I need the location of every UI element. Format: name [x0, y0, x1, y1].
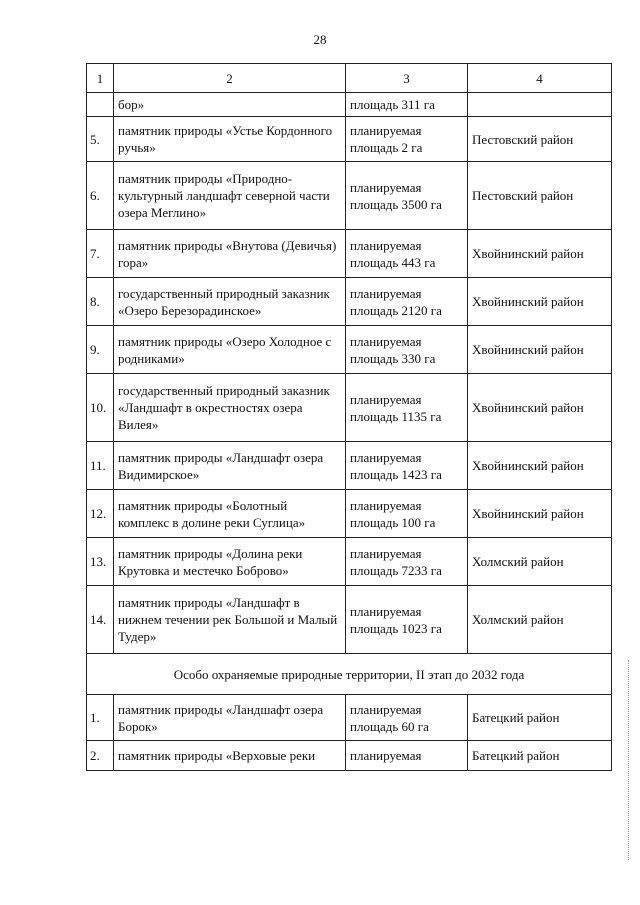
- row-number: 7.: [87, 230, 114, 278]
- object-name: памятник природы «Болотный комплекс в долине реки Суглица»: [114, 490, 346, 538]
- table-row: [87, 326, 612, 374]
- row-number: 10.: [87, 374, 114, 442]
- header-cell-1: 1: [87, 64, 114, 93]
- table-row: [87, 93, 612, 117]
- object-name: памятник природы «Внутова (Девичья) гора»: [114, 230, 346, 278]
- page-number: 28: [313, 32, 327, 47]
- area-cell: планируемая площадь 2120 га: [346, 278, 468, 326]
- area-cell: планируемая площадь 7233 га: [346, 538, 468, 586]
- object-name: государственный природный заказник «Озеро Березорадинское»: [114, 278, 346, 326]
- area-cell: планируемая: [346, 741, 468, 771]
- table-row: [87, 374, 612, 442]
- district-cell: Пестовский район: [468, 117, 612, 162]
- district-cell: Пестовский район: [468, 162, 612, 230]
- district-cell: Батецкий район: [468, 695, 612, 741]
- row-number: [87, 93, 114, 117]
- table-row: [87, 162, 612, 230]
- protected-areas-table: [86, 63, 612, 771]
- district-cell: Батецкий район: [468, 741, 612, 771]
- district-cell: Хвойнинский район: [468, 326, 612, 374]
- area-cell: планируемая площадь 330 га: [346, 326, 468, 374]
- area-cell: планируемая площадь 60 га: [346, 695, 468, 741]
- row-number: 11.: [87, 442, 114, 490]
- row-number: 5.: [87, 117, 114, 162]
- row-number: 12.: [87, 490, 114, 538]
- row-number: 1.: [87, 695, 114, 741]
- table-row: [87, 538, 612, 586]
- row-number: 13.: [87, 538, 114, 586]
- area-cell: планируемая площадь 2 га: [346, 117, 468, 162]
- row-number: 2.: [87, 741, 114, 771]
- header-cell-4: 4: [468, 64, 612, 93]
- table-row: [87, 117, 612, 162]
- object-name: памятник природы «Ландшафт озера Борок»: [114, 695, 346, 741]
- district-cell: Холмский район: [468, 586, 612, 654]
- area-cell: планируемая площадь 3500 га: [346, 162, 468, 230]
- row-number: 6.: [87, 162, 114, 230]
- section-row: [87, 654, 612, 695]
- area-cell: планируемая площадь 1023 га: [346, 586, 468, 654]
- area-cell: планируемая площадь 1135 га: [346, 374, 468, 442]
- district-cell: Холмский район: [468, 538, 612, 586]
- area-cell: планируемая площадь 100 га: [346, 490, 468, 538]
- object-name: памятник природы «Озеро Холодное с родниками»: [114, 326, 346, 374]
- scan-edge-mark: [628, 660, 630, 860]
- district-cell: Хвойнинский район: [468, 278, 612, 326]
- header-cell-3: 3: [346, 64, 468, 93]
- object-name: памятник природы «Ландшафт в нижнем течении рек Большой и Малый Тудер»: [114, 586, 346, 654]
- row-number: 9.: [87, 326, 114, 374]
- header-cell-2: 2: [114, 64, 346, 93]
- object-name: памятник природы «Верховые реки: [114, 741, 346, 771]
- section-title: Особо охраняемые природные территории, II этап до 2032 года: [87, 654, 612, 695]
- table-header-row: [87, 64, 612, 93]
- object-name: памятник природы «Устье Кордонного ручья»: [114, 117, 346, 162]
- area-cell: планируемая площадь 443 га: [346, 230, 468, 278]
- district-cell: [468, 93, 612, 117]
- district-cell: Хвойнинский район: [468, 442, 612, 490]
- table-row: [87, 278, 612, 326]
- area-cell: площадь 311 га: [346, 93, 468, 117]
- table-row: [87, 490, 612, 538]
- row-number: 14.: [87, 586, 114, 654]
- table-row: [87, 586, 612, 654]
- object-name: государственный природный заказник «Ландшафт в окрестностях озера Вилея»: [114, 374, 346, 442]
- district-cell: Хвойнинский район: [468, 230, 612, 278]
- object-name: памятник природы «Ландшафт озера Видимирское»: [114, 442, 346, 490]
- table-row: [87, 741, 612, 771]
- district-cell: Хвойнинский район: [468, 490, 612, 538]
- row-number: 8.: [87, 278, 114, 326]
- table-row: [87, 442, 612, 490]
- object-name: бор»: [114, 93, 346, 117]
- table-row: [87, 695, 612, 741]
- district-cell: Хвойнинский район: [468, 374, 612, 442]
- table-row: [87, 230, 612, 278]
- object-name: памятник природы «Природно-культурный ландшафт северной части озера Меглино»: [114, 162, 346, 230]
- object-name: памятник природы «Долина реки Крутовка и местечко Боброво»: [114, 538, 346, 586]
- area-cell: планируемая площадь 1423 га: [346, 442, 468, 490]
